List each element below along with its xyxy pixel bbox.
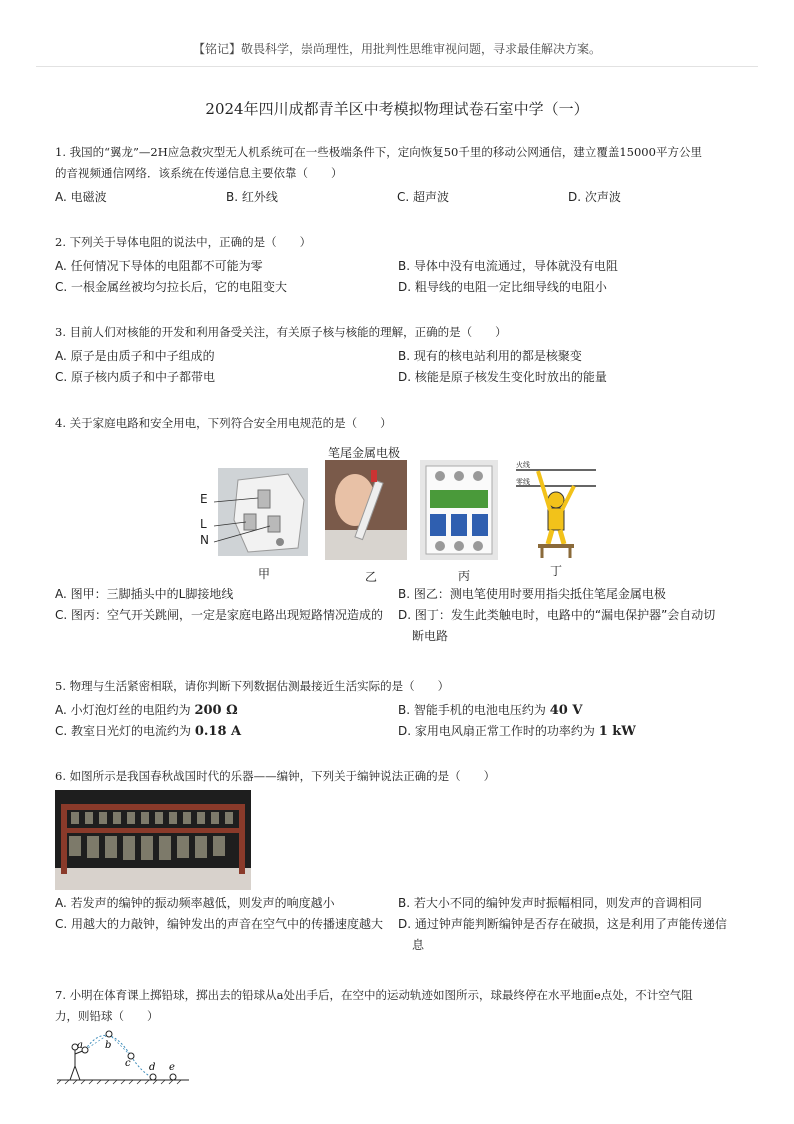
option-c[interactable]: C. 用越大的力敲钟，编钟发出的声音在空气中的传播速度越大 xyxy=(55,917,384,931)
option-d[interactable] xyxy=(398,721,741,742)
question-2 xyxy=(55,232,745,298)
point-e-label: e xyxy=(169,1062,175,1073)
option-d-line1: D. 图丁：发生此类触电时，电路中的“漏电保护器”会自动切 xyxy=(398,608,716,622)
option-b[interactable]: B. 红外线 xyxy=(226,190,278,204)
air-switch-image xyxy=(420,460,498,560)
option-c-value: 0.18 A xyxy=(194,724,242,739)
option-a-value: 200 Ω xyxy=(194,703,238,718)
option-a[interactable] xyxy=(55,700,398,721)
question-6-options xyxy=(55,893,745,956)
header-motto: 【铭记】敬畏科学，崇尚理性，用批判性思维审视问题，寻求最佳解决方案。 xyxy=(192,42,601,56)
option-b[interactable]: B. 现有的核电站利用的都是核聚变 xyxy=(398,349,582,363)
option-d-text: D. 家用电风扇正常工作时的功率约为 xyxy=(398,724,595,738)
option-c-text: C. 教室日光灯的电流约为 xyxy=(55,724,192,738)
shot-put-trajectory-diagram xyxy=(55,1026,195,1086)
option-d[interactable] xyxy=(398,605,741,647)
option-b-value: 40 V xyxy=(549,703,583,718)
option-d[interactable] xyxy=(398,914,741,956)
option-d-line2: 断电路 xyxy=(412,629,449,643)
option-c[interactable] xyxy=(55,721,398,742)
question-7-stem-line2: 力，则铅球（ ） xyxy=(55,1009,159,1023)
test-pen-image xyxy=(325,460,407,560)
question-3-stem: 3. 目前人们对核能的开发和利用备受关注，有关原子核与核能的理解，正确的是（ ） xyxy=(55,325,507,339)
option-a[interactable]: A. 电磁波 xyxy=(55,190,107,204)
question-4 xyxy=(55,413,745,434)
neutral-wire-label: 零线 xyxy=(516,478,530,486)
caption-ding: 丁 xyxy=(550,564,563,578)
option-b-text: B. 智能手机的电池电压约为 xyxy=(398,703,546,717)
option-d[interactable]: D. 核能是原子核发生变化时放出的能量 xyxy=(398,370,607,384)
option-b[interactable]: B. 图乙：测电笔使用时要用指尖抵住笔尾金属电极 xyxy=(398,587,666,601)
point-a-label: a xyxy=(77,1040,83,1051)
question-2-stem: 2. 下列关于导体电阻的说法中，正确的是（ ） xyxy=(55,235,312,249)
option-a-text: A. 小灯泡灯丝的电阻约为 xyxy=(55,703,191,717)
question-4-figure xyxy=(200,444,620,584)
option-c[interactable]: C. 一根金属丝被均匀拉长后，它的电阻变大 xyxy=(55,280,288,294)
question-1-stem xyxy=(55,142,745,184)
bianzhong-bells-image xyxy=(55,790,251,890)
electric-shock-image xyxy=(516,460,596,560)
pen-caption: 笔尾金属电极 xyxy=(328,446,401,460)
option-b[interactable]: B. 导体中没有电流通过，导体就没有电阻 xyxy=(398,259,618,273)
caption-jia: 甲 xyxy=(258,567,271,581)
plug-label-n: N xyxy=(200,533,209,547)
option-d[interactable]: D. 次声波 xyxy=(568,190,621,204)
point-b-label: b xyxy=(105,1040,112,1051)
option-c[interactable]: C. 超声波 xyxy=(397,190,450,204)
question-5-stem: 5. 物理与生活紧密相联，请你判断下列数据估测最接近生活实际的是（ ） xyxy=(55,679,450,693)
question-7-stem xyxy=(55,985,745,1027)
question-1-stem-line2: 的音视频通信网络．该系统在传递信息主要依靠（ ） xyxy=(55,166,343,180)
page-title: 2024年四川成都青羊区中考模拟物理试卷石室中学（一） xyxy=(205,100,589,118)
question-7-stem-line1: 7. 小明在体育课上掷铅球，掷出去的铅球从a处出手后，在空中的运动轨迹如图所示，球最终停在水平地面e点处，不计空气阻 xyxy=(55,988,693,1002)
option-b[interactable]: B. 若大小不同的编钟发声时振幅相同，则发声的音调相同 xyxy=(398,896,702,910)
option-c[interactable]: C. 图丙：空气开关跳闸，一定是家庭电路出现短路情况造成的 xyxy=(55,608,384,622)
option-d-line2: 息 xyxy=(412,938,425,952)
plug-image xyxy=(208,460,310,560)
question-1-stem-line1: 1. 我国的“翼龙”—2H应急救灾型无人机系统可在一些极端条件下，定向恢复50千里的移动公网通信，建立覆盖15000平方公里 xyxy=(55,145,702,159)
question-4-stem: 4. 关于家庭电路和安全用电，下列符合安全用电规范的是（ ） xyxy=(55,416,392,430)
question-1 xyxy=(55,142,745,208)
header-divider xyxy=(36,66,758,67)
question-4-options xyxy=(55,584,745,647)
question-1-options xyxy=(55,187,745,208)
question-6-stem: 6. 如图所示是我国春秋战国时代的乐器——编钟，下列关于编钟说法正确的是（ ） xyxy=(55,769,496,783)
caption-bing: 丙 xyxy=(458,569,471,583)
option-a[interactable]: A. 图甲：三脚插头中的L脚接地线 xyxy=(55,587,234,601)
question-5 xyxy=(55,676,745,742)
question-6 xyxy=(55,766,745,787)
option-a[interactable]: A. 原子是由质子和中子组成的 xyxy=(55,349,215,363)
plug-label-e: E xyxy=(200,492,208,506)
live-wire-label: 火线 xyxy=(516,461,530,469)
option-a[interactable]: A. 任何情况下导体的电阻都不可能为零 xyxy=(55,259,263,273)
option-d-line1: D. 通过钟声能判断编钟是否存在破损，这是利用了声能传递信 xyxy=(398,917,727,931)
option-a[interactable]: A. 若发声的编钟的振动频率越低，则发声的响度越小 xyxy=(55,896,335,910)
option-c[interactable]: C. 原子核内质子和中子都带电 xyxy=(55,370,216,384)
point-c-label: c xyxy=(125,1058,131,1069)
option-d[interactable]: D. 粗导线的电阻一定比细导线的电阻小 xyxy=(398,280,607,294)
option-d-value: 1 kW xyxy=(598,724,636,739)
caption-yi: 乙 xyxy=(365,570,378,584)
question-7 xyxy=(55,985,745,1027)
question-3 xyxy=(55,322,745,388)
plug-label-l: L xyxy=(200,517,207,531)
point-d-label: d xyxy=(149,1062,156,1073)
option-b[interactable] xyxy=(398,700,741,721)
